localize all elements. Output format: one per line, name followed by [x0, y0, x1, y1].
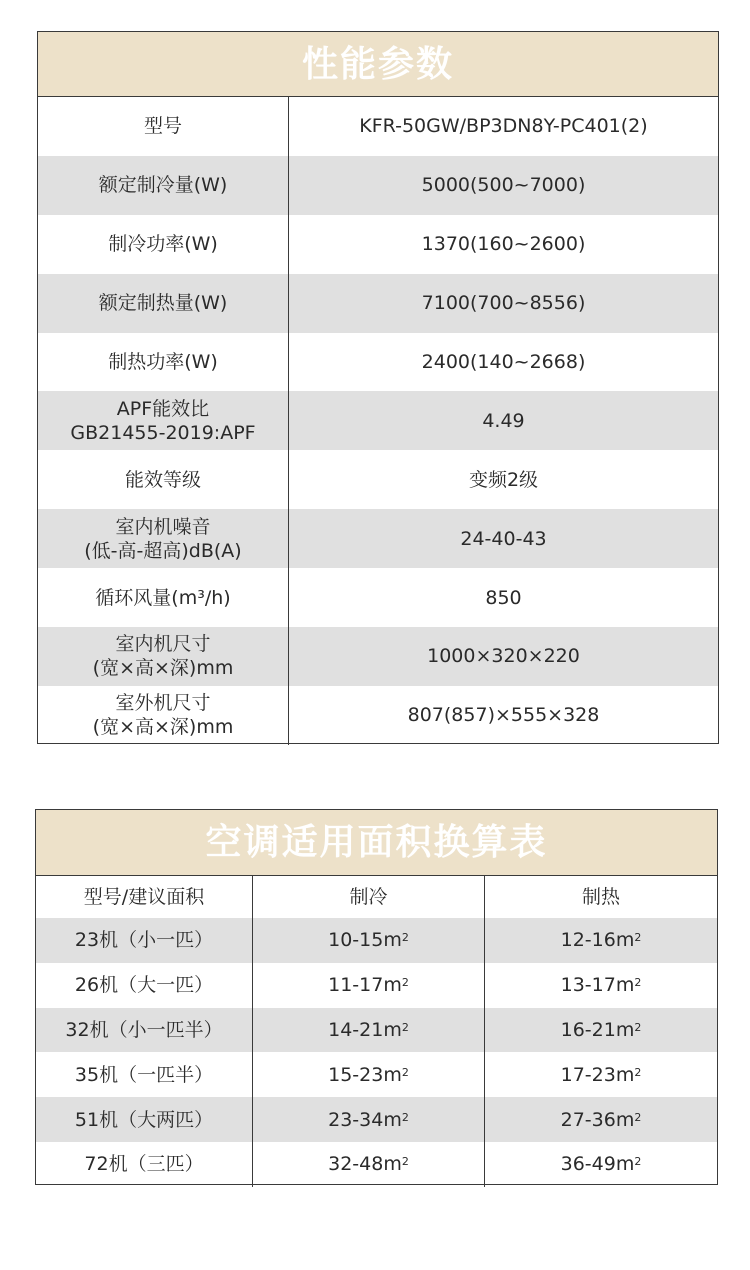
spec-value: KFR-50GW/BP3DN8Y-PC401(2) [359, 115, 648, 138]
spec-value: 7100(700~8556) [421, 292, 586, 315]
spec-row [38, 333, 718, 392]
area-heating-value: 17-23 [560, 1063, 616, 1086]
spec-label: 额定制热量(W) [38, 274, 289, 333]
spec-value: 4.49 [482, 409, 525, 432]
area-cooling-value: 14-21 [328, 1018, 384, 1041]
area-heating: 17-23 m $^2$ [560, 1063, 642, 1086]
spec-label: 制热功率(W) [38, 333, 289, 392]
area-cooling: 32-48 m $^2$ [253, 1142, 485, 1187]
spec-label: 能效等级 [38, 450, 289, 509]
area-heating-value: 16-21 [560, 1018, 616, 1041]
area-model: 35机（一匹半） [36, 1052, 253, 1097]
area-heating-value: 27-36 [560, 1108, 616, 1131]
spec-row [38, 568, 718, 627]
header-heating: 制热 [581, 886, 620, 908]
area-model: 26机（大一匹） [36, 963, 253, 1008]
specs-title: 性能参数 [38, 32, 718, 97]
area-row [36, 1142, 717, 1187]
spec-row [38, 686, 718, 745]
spec-value: 2400(140~2668) [421, 351, 586, 373]
area-cooling-value: 15-23 [328, 1063, 384, 1086]
spec-row [38, 627, 718, 686]
area-row [36, 1052, 717, 1097]
area-cooling: 23-34 m $^2$ [253, 1097, 485, 1142]
spec-value: 807(857)×555×328 [407, 704, 600, 727]
area-unit: m [615, 1108, 635, 1131]
spec-row [38, 274, 718, 333]
area-heating: 13-17 m $^2$ [560, 974, 642, 997]
spec-value: 1370(160~2600) [421, 233, 586, 256]
area-unit: m [383, 974, 402, 997]
spec-label: 室外机尺寸 (宽×高×深)mm [38, 686, 289, 745]
spec-label: 制冷功率(W) [38, 215, 289, 274]
spec-value: 24-40-43 [460, 527, 547, 550]
area-header-row [36, 876, 717, 918]
spec-value: 5000(500~7000) [421, 174, 586, 197]
area-model: 32机（小一匹半） [36, 1008, 253, 1053]
spec-label: APF能效比 GB21455-2019:APF [38, 391, 289, 450]
area-unit: m [383, 929, 402, 952]
spec-value: 850 [485, 586, 522, 609]
area-cooling-value: 10-15 [328, 929, 384, 952]
area-heating: 36-49 m $^2$ [560, 1153, 642, 1176]
area-row [36, 1008, 717, 1053]
area-cooling-value: 11-17 [328, 974, 384, 997]
area-cooling-value: 23-34 [328, 1108, 384, 1131]
spec-label: 室内机噪音 (低-高-超高)dB(A) [38, 509, 289, 568]
spec-row [38, 391, 718, 450]
area-model: 51机（大两匹） [36, 1097, 253, 1142]
header-model: 型号/建议面积 [36, 876, 253, 918]
spec-row [38, 509, 718, 568]
spec-row [38, 450, 718, 509]
area-heating-value: 13-17 [560, 974, 616, 997]
area-heating-value: 36-49 [560, 1153, 616, 1176]
area-heating: 27-36 m $^2$ [560, 1108, 642, 1131]
spec-row [38, 215, 718, 274]
area-unit: m [615, 1018, 635, 1041]
area-unit: m [615, 974, 635, 997]
area-unit: m [383, 1153, 402, 1176]
area-title: 空调适用面积换算表 [36, 810, 717, 876]
spec-label: 室内机尺寸 (宽×高×深)mm [38, 627, 289, 686]
area-cooling: 10-15 m $^2$ [253, 918, 485, 963]
spec-label: 型号 [38, 97, 289, 156]
area-cooling: 15-23 m $^2$ [253, 1052, 485, 1097]
area-heating-value: 12-16 [560, 929, 616, 952]
spec-label: 额定制冷量(W) [38, 156, 289, 215]
area-heating: 12-16 m $^2$ [560, 929, 642, 952]
area-heating: 16-21 m $^2$ [560, 1018, 642, 1041]
area-unit: m [383, 1018, 402, 1041]
spec-value: 1000×320×220 [427, 645, 580, 668]
performance-specs-table [37, 31, 719, 744]
area-unit: m [615, 1153, 635, 1176]
spec-value: 变频2级 [468, 468, 539, 491]
area-cooling: 14-21 m $^2$ [253, 1008, 485, 1053]
area-row [36, 963, 717, 1008]
area-row [36, 1097, 717, 1142]
area-unit: m [615, 929, 635, 952]
area-unit: m [383, 1063, 402, 1086]
area-cooling-value: 32-48 [328, 1153, 384, 1176]
area-model: 23机（小一匹） [36, 918, 253, 963]
spec-row [38, 156, 718, 215]
area-row [36, 918, 717, 963]
area-model: 72机（三匹） [36, 1142, 253, 1187]
area-cooling: 11-17 m $^2$ [253, 963, 485, 1008]
area-conversion-table [35, 809, 718, 1185]
header-cooling: 制冷 [253, 876, 485, 918]
spec-row [38, 97, 718, 156]
area-unit: m [615, 1063, 635, 1086]
spec-label: 循环风量(m³/h) [38, 568, 289, 627]
area-unit: m [383, 1108, 402, 1131]
